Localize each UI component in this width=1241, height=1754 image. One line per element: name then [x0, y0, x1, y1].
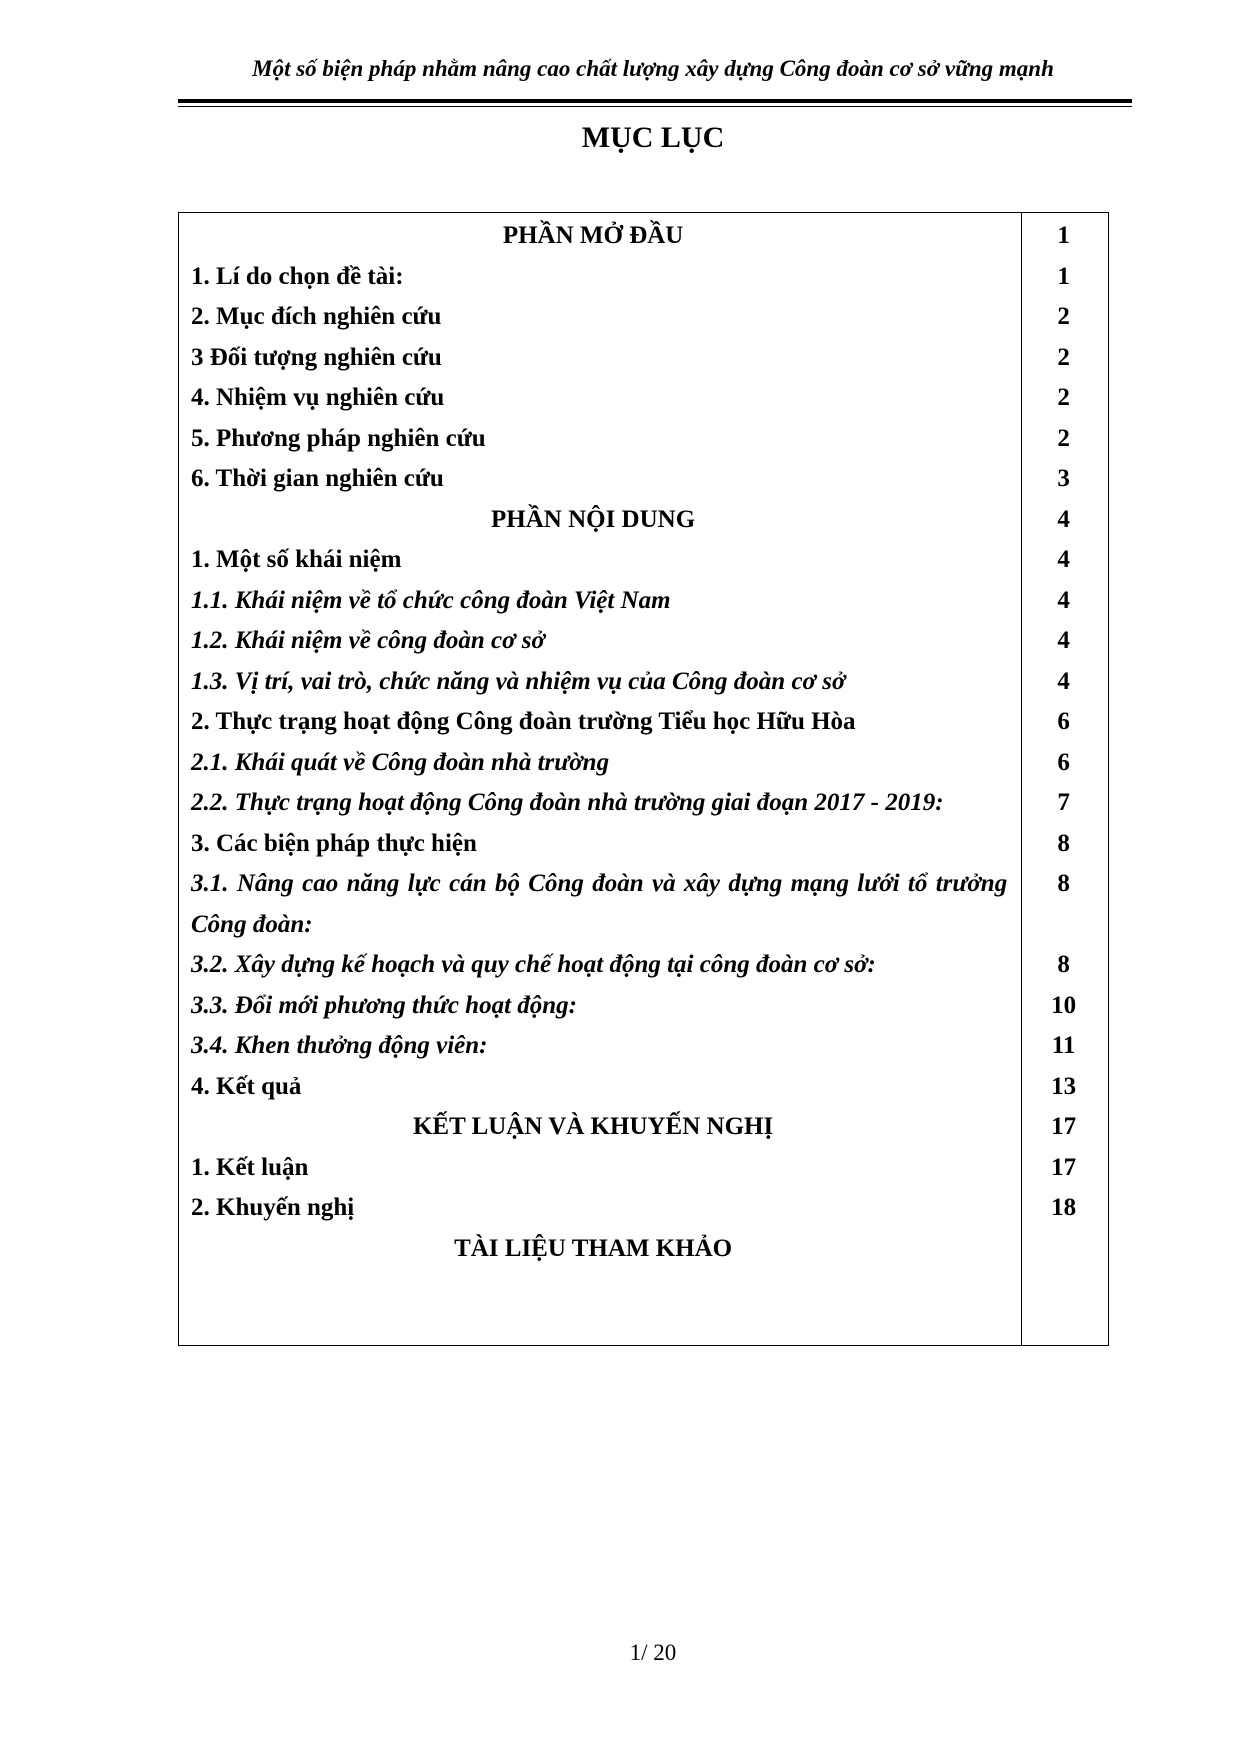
toc-entry-text: 4. Kết quả: [191, 1072, 302, 1100]
toc-entry-text: 1.1. Khái niệm về tổ chức công đoàn Việt Nam: [191, 586, 671, 614]
toc-entry-text: 3.3. Đổi mới phương thức hoạt động:: [191, 991, 578, 1019]
toc-entry-page: 2: [1057, 303, 1070, 330]
toc-row: [179, 297, 1108, 338]
toc-row: [179, 338, 1108, 379]
toc-entry-page: 2: [1057, 384, 1070, 411]
toc-row: [179, 257, 1108, 298]
toc-row: [179, 1067, 1108, 1108]
toc-entry-page: 7: [1057, 789, 1070, 816]
toc-entry-text: 2. Mục đích nghiên cứu: [191, 303, 442, 330]
toc-entry-text: 3 Đối tượng nghiên cứu: [191, 343, 442, 371]
toc-entry-page: 4: [1057, 505, 1070, 533]
toc-row: [179, 824, 1108, 865]
toc-entry-text: 3. Các biện pháp thực hiện: [191, 829, 477, 857]
page-title: MỤC LỤC: [581, 121, 725, 154]
toc-entry-page: 17: [1051, 1153, 1077, 1181]
toc-entry-page: 2: [1057, 343, 1070, 371]
toc-entry-page: 4: [1057, 546, 1070, 573]
toc-row: [179, 378, 1108, 419]
toc-entry-text: 5. Phương pháp nghiên cứu: [191, 424, 486, 452]
toc-entry-text: 6. Thời gian nghiên cứu: [191, 465, 444, 492]
toc-row: [179, 1148, 1108, 1189]
running-header: Một số biện pháp nhằm nâng cao chất lượng xây dựng Công đoàn cơ sở vững mạnh: [252, 56, 1054, 81]
toc-entry-text: 1.2. Khái niệm về công đoàn cơ sở: [191, 627, 545, 654]
toc-entry-text: KẾT LUẬN VÀ KHUYẾN NGHỊ: [412, 1113, 774, 1140]
page-number: 1/ 20: [629, 1640, 677, 1665]
toc-row: [179, 216, 1108, 257]
toc-entry-text: 2.2. Thực trạng hoạt động Công đoàn nhà trường giai đoạn 2017 - 2019:: [191, 789, 944, 816]
toc-row: [179, 581, 1108, 622]
toc-row: [179, 1229, 1108, 1270]
toc-entry-page: 17: [1051, 1113, 1077, 1140]
toc-entry-text: PHẦN NỘI DUNG: [491, 505, 696, 533]
toc-rows: [179, 216, 1108, 1269]
toc-entry-page: 11: [1051, 1032, 1076, 1059]
toc-entry-page: 4: [1057, 586, 1070, 614]
toc-row: [179, 621, 1108, 662]
toc-entry-text: 2. Khuyến nghị: [191, 1194, 355, 1221]
toc-row: [179, 459, 1108, 500]
toc-row: [179, 986, 1108, 1027]
toc-row: [179, 743, 1108, 784]
toc-entry-text: 2. Thực trạng hoạt động Công đoàn trường Tiểu học Hữu Hòa: [191, 708, 856, 735]
toc-row: [179, 1188, 1108, 1229]
toc-row: [179, 662, 1108, 703]
toc-entry-page: 6: [1057, 748, 1070, 776]
toc-entry-page: 8: [1057, 829, 1070, 857]
toc-entry-page: 1: [1057, 222, 1070, 249]
toc-entry-text: 3.1. Nâng cao năng lực cán bộ Công đoàn và xây dựng mạng lưới tổ trưởng Công đoàn:: [191, 870, 1008, 938]
table-of-contents: [178, 212, 1109, 1346]
toc-row: [179, 500, 1108, 541]
toc-row: [179, 1026, 1108, 1067]
toc-row: [179, 783, 1108, 824]
header-rule-thick: [178, 99, 1132, 103]
toc-row: [179, 864, 1108, 945]
toc-entry-page: 4: [1057, 627, 1070, 654]
toc-row: [179, 1107, 1108, 1148]
toc-entry-page: 2: [1057, 424, 1070, 452]
toc-entry-text: 1.3. Vị trí, vai trò, chức năng và nhiệm vụ của Công đoàn cơ sở: [191, 667, 846, 695]
toc-entry-page: [1019, 1229, 1108, 1270]
toc-entry-text: 2.1. Khái quát về Công đoàn nhà trường: [191, 748, 610, 776]
toc-entry-page: 18: [1051, 1194, 1077, 1221]
header-rule-thin: [178, 106, 1132, 107]
toc-entry-page: 1: [1057, 262, 1070, 290]
toc-row: [179, 540, 1108, 581]
toc-entry-page: 10: [1051, 991, 1077, 1019]
toc-row: [179, 419, 1108, 460]
toc-entry-text: 3.4. Khen thưởng động viên:: [191, 1032, 488, 1059]
toc-entry-text: 3.2. Xây dựng kế hoạch và quy chế hoạt động tại công đoàn cơ sở:: [191, 951, 876, 978]
toc-entry-text: PHẦN MỞ ĐẦU: [502, 222, 684, 249]
toc-entry-page: 13: [1051, 1072, 1077, 1100]
toc-entry-page: 6: [1057, 708, 1070, 735]
toc-entry-text: 1. Kết luận: [191, 1153, 309, 1181]
toc-entry-text: 1. Lí do chọn đề tài:: [191, 262, 404, 290]
toc-entry-text: 4. Nhiệm vụ nghiên cứu: [191, 384, 445, 411]
toc-entry-page: 8: [1057, 951, 1070, 978]
toc-entry-page: 3: [1057, 465, 1070, 492]
toc-entry-page: 4: [1057, 667, 1070, 695]
toc-row: [179, 702, 1108, 743]
toc-entry-text: 1. Một số khái niệm: [191, 546, 402, 573]
toc-entry-page: 8: [1057, 870, 1070, 897]
toc-entry-text: TÀI LIỆU THAM KHẢO: [454, 1234, 733, 1262]
toc-row: [179, 945, 1108, 986]
